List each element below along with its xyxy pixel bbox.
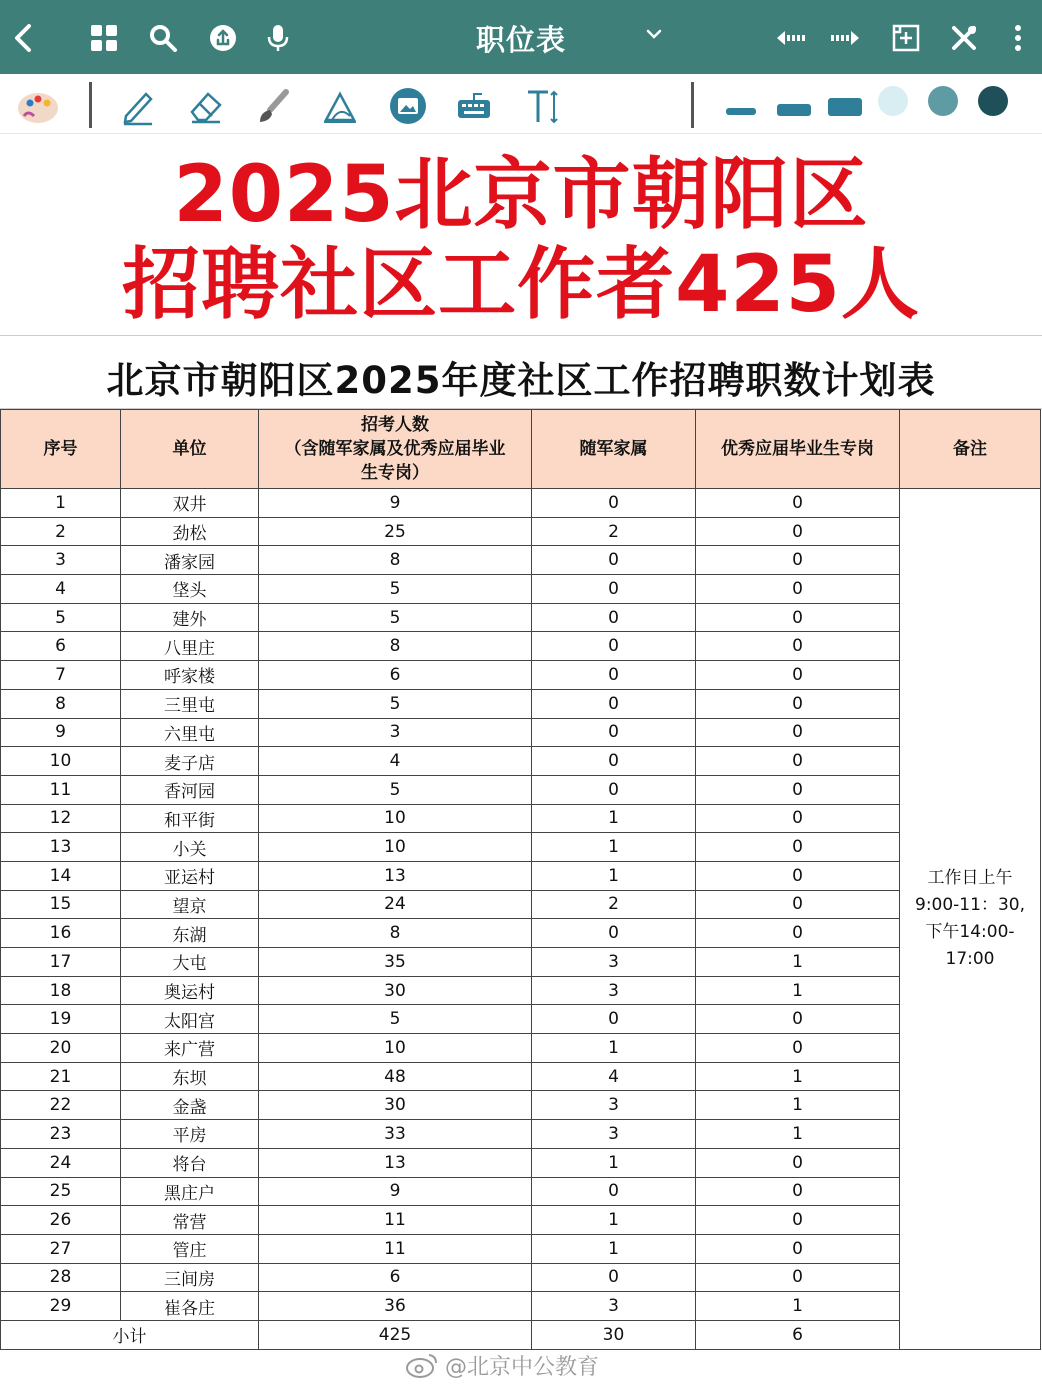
table-row [1, 919, 1041, 948]
header-graduate: 优秀应届毕业生专岗 [696, 410, 900, 489]
cell-seq: 25 [1, 1177, 121, 1206]
cell-seq: 8 [1, 689, 121, 718]
cell-total: 8 [259, 546, 532, 575]
cell-unit: 东湖 [121, 919, 259, 948]
table-row [1, 632, 1041, 661]
cell-graduate: 0 [696, 861, 900, 890]
add-page-icon[interactable] [886, 18, 926, 58]
cell-military: 0 [532, 919, 696, 948]
remark-line: 17:00 [945, 948, 995, 969]
cell-total: 10 [259, 833, 532, 862]
cell-military: 0 [532, 546, 696, 575]
cell-graduate: 0 [696, 747, 900, 776]
cell-total: 9 [259, 489, 532, 518]
cell-military: 0 [532, 661, 696, 690]
cell-graduate: 0 [696, 833, 900, 862]
cell-total: 10 [259, 804, 532, 833]
table-row [1, 1234, 1041, 1263]
cell-unit: 东坝 [121, 1062, 259, 1091]
cell-unit: 三里屯 [121, 689, 259, 718]
table-row [1, 747, 1041, 776]
cell-unit: 双井 [121, 489, 259, 518]
watermark [405, 1348, 635, 1382]
header-unit: 单位 [121, 410, 259, 489]
cell-military: 1 [532, 1234, 696, 1263]
cell-unit: 黑庄户 [121, 1177, 259, 1206]
cell-graduate: 0 [696, 603, 900, 632]
remark-line: 9:00-11：30, [915, 894, 1025, 915]
search-icon[interactable] [143, 18, 183, 58]
weibo-logo-icon [405, 1351, 439, 1379]
cell-total: 4 [259, 747, 532, 776]
cell-unit: 平房 [121, 1120, 259, 1149]
cell-seq: 20 [1, 1034, 121, 1063]
stroke-thin-option[interactable] [726, 108, 756, 115]
cell-graduate: 0 [696, 890, 900, 919]
cell-military: 0 [532, 489, 696, 518]
table-row [1, 1206, 1041, 1235]
watermark-text: @北京中公教育 [445, 1354, 600, 1380]
cell-total: 13 [259, 1148, 532, 1177]
cell-unit: 劲松 [121, 517, 259, 546]
cell-military: 0 [532, 1177, 696, 1206]
cell-graduate: 0 [696, 1177, 900, 1206]
cell-seq: 24 [1, 1148, 121, 1177]
table-row [1, 1005, 1041, 1034]
cell-total: 33 [259, 1120, 532, 1149]
cell-unit: 香河园 [121, 775, 259, 804]
cell-seq: 3 [1, 546, 121, 575]
cell-military: 4 [532, 1062, 696, 1091]
cell-seq: 7 [1, 661, 121, 690]
cell-military: 1 [532, 1206, 696, 1235]
chevron-down-icon[interactable] [645, 22, 663, 46]
grid-icon[interactable] [84, 18, 124, 58]
cell-seq: 6 [1, 632, 121, 661]
cell-total: 48 [259, 1062, 532, 1091]
palette-icon[interactable] [16, 84, 60, 128]
undo-icon[interactable] [770, 18, 810, 58]
table-row [1, 775, 1041, 804]
brush-icon[interactable] [250, 84, 294, 128]
cell-total: 6 [259, 1263, 532, 1292]
cell-unit: 小关 [121, 833, 259, 862]
opacity-medium-option[interactable] [928, 86, 958, 116]
header-military: 随军家属 [532, 410, 696, 489]
cell-unit: 奥运村 [121, 976, 259, 1005]
table-row [1, 861, 1041, 890]
cell-seq: 21 [1, 1062, 121, 1091]
table-row [1, 575, 1041, 604]
cell-military: 2 [532, 517, 696, 546]
cell-remark [900, 489, 1041, 1350]
cell-graduate: 0 [696, 575, 900, 604]
cell-unit: 望京 [121, 890, 259, 919]
cell-seq: 5 [1, 603, 121, 632]
cell-military: 3 [532, 948, 696, 977]
subtotal-military: 30 [532, 1320, 696, 1349]
cell-total: 5 [259, 603, 532, 632]
table-row [1, 1292, 1041, 1321]
table-row [1, 1148, 1041, 1177]
cell-graduate: 0 [696, 1234, 900, 1263]
table-row [1, 890, 1041, 919]
cell-military: 0 [532, 775, 696, 804]
cell-graduate: 0 [696, 919, 900, 948]
cell-graduate: 0 [696, 718, 900, 747]
cell-total: 5 [259, 575, 532, 604]
image-icon[interactable] [386, 84, 430, 128]
cell-seq: 2 [1, 517, 121, 546]
headline-line-1: 2025北京市朝阳区 [173, 150, 869, 240]
cell-seq: 9 [1, 718, 121, 747]
header-total-line-3: 生专岗） [361, 463, 429, 483]
more-icon[interactable] [998, 18, 1038, 58]
cell-graduate: 0 [696, 489, 900, 518]
cell-graduate: 0 [696, 632, 900, 661]
header-remark: 备注 [900, 410, 1041, 489]
cell-graduate: 0 [696, 517, 900, 546]
cell-military: 1 [532, 804, 696, 833]
cell-total: 3 [259, 718, 532, 747]
cell-total: 5 [259, 775, 532, 804]
table-row [1, 948, 1041, 977]
cell-unit: 八里庄 [121, 632, 259, 661]
table-row [1, 833, 1041, 862]
eraser-icon[interactable] [184, 84, 228, 128]
stroke-medium-option[interactable] [777, 104, 811, 116]
top-app-bar [0, 0, 1042, 74]
cell-seq: 18 [1, 976, 121, 1005]
table-row [1, 1062, 1041, 1091]
cell-seq: 23 [1, 1120, 121, 1149]
cell-graduate: 0 [696, 689, 900, 718]
cell-graduate: 0 [696, 1034, 900, 1063]
cell-seq: 19 [1, 1005, 121, 1034]
cell-graduate: 1 [696, 1091, 900, 1120]
cell-seq: 29 [1, 1292, 121, 1321]
cell-military: 0 [532, 1263, 696, 1292]
cell-unit: 亚运村 [121, 861, 259, 890]
cell-unit: 呼家楼 [121, 661, 259, 690]
cell-unit: 建外 [121, 603, 259, 632]
cell-graduate: 0 [696, 546, 900, 575]
cell-unit: 垡头 [121, 575, 259, 604]
cell-military: 1 [532, 861, 696, 890]
redo-icon[interactable] [826, 18, 866, 58]
cell-total: 25 [259, 517, 532, 546]
shapes-icon[interactable] [318, 84, 362, 128]
cell-seq: 12 [1, 804, 121, 833]
cell-total: 11 [259, 1234, 532, 1263]
cell-total: 35 [259, 948, 532, 977]
pen-icon[interactable] [116, 84, 160, 128]
table-row [1, 1034, 1041, 1063]
header-total-line-1: 招考人数 [361, 415, 429, 435]
cell-unit: 六里屯 [121, 718, 259, 747]
cell-unit: 潘家园 [121, 546, 259, 575]
cell-military: 1 [532, 833, 696, 862]
cell-unit: 大屯 [121, 948, 259, 977]
cell-military: 3 [532, 1091, 696, 1120]
table-row [1, 804, 1041, 833]
cell-military: 0 [532, 689, 696, 718]
table-title: 北京市朝阳区2025年度社区工作招聘职数计划表 [106, 359, 936, 402]
table-row [1, 689, 1041, 718]
cell-military: 2 [532, 890, 696, 919]
mic-icon[interactable] [258, 18, 298, 58]
cell-total: 30 [259, 1091, 532, 1120]
cell-military: 1 [532, 1034, 696, 1063]
cell-unit: 麦子店 [121, 747, 259, 776]
table-row [1, 718, 1041, 747]
cell-seq: 28 [1, 1263, 121, 1292]
cell-military: 0 [532, 1005, 696, 1034]
cell-total: 5 [259, 689, 532, 718]
cell-military: 3 [532, 976, 696, 1005]
text-icon[interactable] [520, 84, 564, 128]
cell-total: 24 [259, 890, 532, 919]
toolbar-separator [691, 82, 694, 128]
cell-total: 6 [259, 661, 532, 690]
document-title-button[interactable] [470, 16, 600, 60]
cell-graduate: 0 [696, 804, 900, 833]
cell-seq: 14 [1, 861, 121, 890]
table-row [1, 1091, 1041, 1120]
cell-unit: 来广营 [121, 1034, 259, 1063]
cell-graduate: 0 [696, 1005, 900, 1034]
table-row [1, 603, 1041, 632]
cell-graduate: 0 [696, 775, 900, 804]
subtotal-label: 小计 [1, 1320, 259, 1349]
cell-unit: 金盏 [121, 1091, 259, 1120]
cell-graduate: 1 [696, 1062, 900, 1091]
cell-total: 36 [259, 1292, 532, 1321]
cell-total: 30 [259, 976, 532, 1005]
recruitment-table [0, 409, 1041, 1350]
cell-military: 3 [532, 1120, 696, 1149]
cell-military: 0 [532, 575, 696, 604]
share-icon[interactable] [203, 18, 243, 58]
table-row [1, 489, 1041, 518]
keyboard-icon[interactable] [452, 84, 496, 128]
cell-seq: 16 [1, 919, 121, 948]
cell-unit: 和平街 [121, 804, 259, 833]
cell-seq: 10 [1, 747, 121, 776]
back-icon[interactable] [4, 18, 44, 58]
cell-seq: 22 [1, 1091, 121, 1120]
toolbar-separator [89, 82, 92, 128]
cell-unit: 三间房 [121, 1263, 259, 1292]
cell-graduate: 0 [696, 1263, 900, 1292]
cell-military: 3 [532, 1292, 696, 1321]
cell-unit: 管庄 [121, 1234, 259, 1263]
stroke-thick-option[interactable] [828, 98, 862, 116]
cell-military: 1 [532, 1148, 696, 1177]
document-title: 职位表 [475, 23, 566, 57]
cell-seq: 15 [1, 890, 121, 919]
opacity-full-option[interactable] [978, 86, 1008, 116]
cell-unit: 将台 [121, 1148, 259, 1177]
cell-total: 5 [259, 1005, 532, 1034]
header-seq: 序号 [1, 410, 121, 489]
cell-seq: 13 [1, 833, 121, 862]
header-total-line-2: （含随军家属及优秀应届毕业 [284, 439, 506, 459]
tools-icon[interactable] [944, 18, 984, 58]
cell-total: 10 [259, 1034, 532, 1063]
cell-seq: 11 [1, 775, 121, 804]
cell-graduate: 1 [696, 948, 900, 977]
headline-line-2: 招聘社区工作者425人 [122, 240, 920, 330]
opacity-light-option[interactable] [878, 86, 908, 116]
cell-graduate: 0 [696, 661, 900, 690]
cell-total: 11 [259, 1206, 532, 1235]
cell-unit: 太阳宫 [121, 1005, 259, 1034]
cell-graduate: 0 [696, 1148, 900, 1177]
cell-total: 9 [259, 1177, 532, 1206]
table-row [1, 976, 1041, 1005]
subtotal-row [1, 1320, 1041, 1349]
cell-unit: 常营 [121, 1206, 259, 1235]
subtotal-graduate: 6 [696, 1320, 900, 1349]
cell-seq: 17 [1, 948, 121, 977]
cell-graduate: 1 [696, 1292, 900, 1321]
table-row [1, 1120, 1041, 1149]
table-row [1, 661, 1041, 690]
header-total [259, 410, 532, 489]
remark-line: 下午14:00- [925, 921, 1015, 942]
cell-military: 0 [532, 747, 696, 776]
remark-line: 工作日上午 [927, 867, 1013, 888]
cell-seq: 26 [1, 1206, 121, 1235]
cell-total: 8 [259, 919, 532, 948]
table-row [1, 1177, 1041, 1206]
cell-military: 0 [532, 632, 696, 661]
cell-seq: 27 [1, 1234, 121, 1263]
table-row [1, 1263, 1041, 1292]
cell-graduate: 0 [696, 1206, 900, 1235]
cell-graduate: 1 [696, 1120, 900, 1149]
cell-military: 0 [532, 718, 696, 747]
table-row [1, 546, 1041, 575]
cell-unit: 崔各庄 [121, 1292, 259, 1321]
cell-military: 0 [532, 603, 696, 632]
subtotal-total: 425 [259, 1320, 532, 1349]
cell-graduate: 1 [696, 976, 900, 1005]
cell-seq: 4 [1, 575, 121, 604]
table-header-row [1, 410, 1041, 489]
cell-seq: 1 [1, 489, 121, 518]
cell-total: 13 [259, 861, 532, 890]
cell-total: 8 [259, 632, 532, 661]
table-row [1, 517, 1041, 546]
